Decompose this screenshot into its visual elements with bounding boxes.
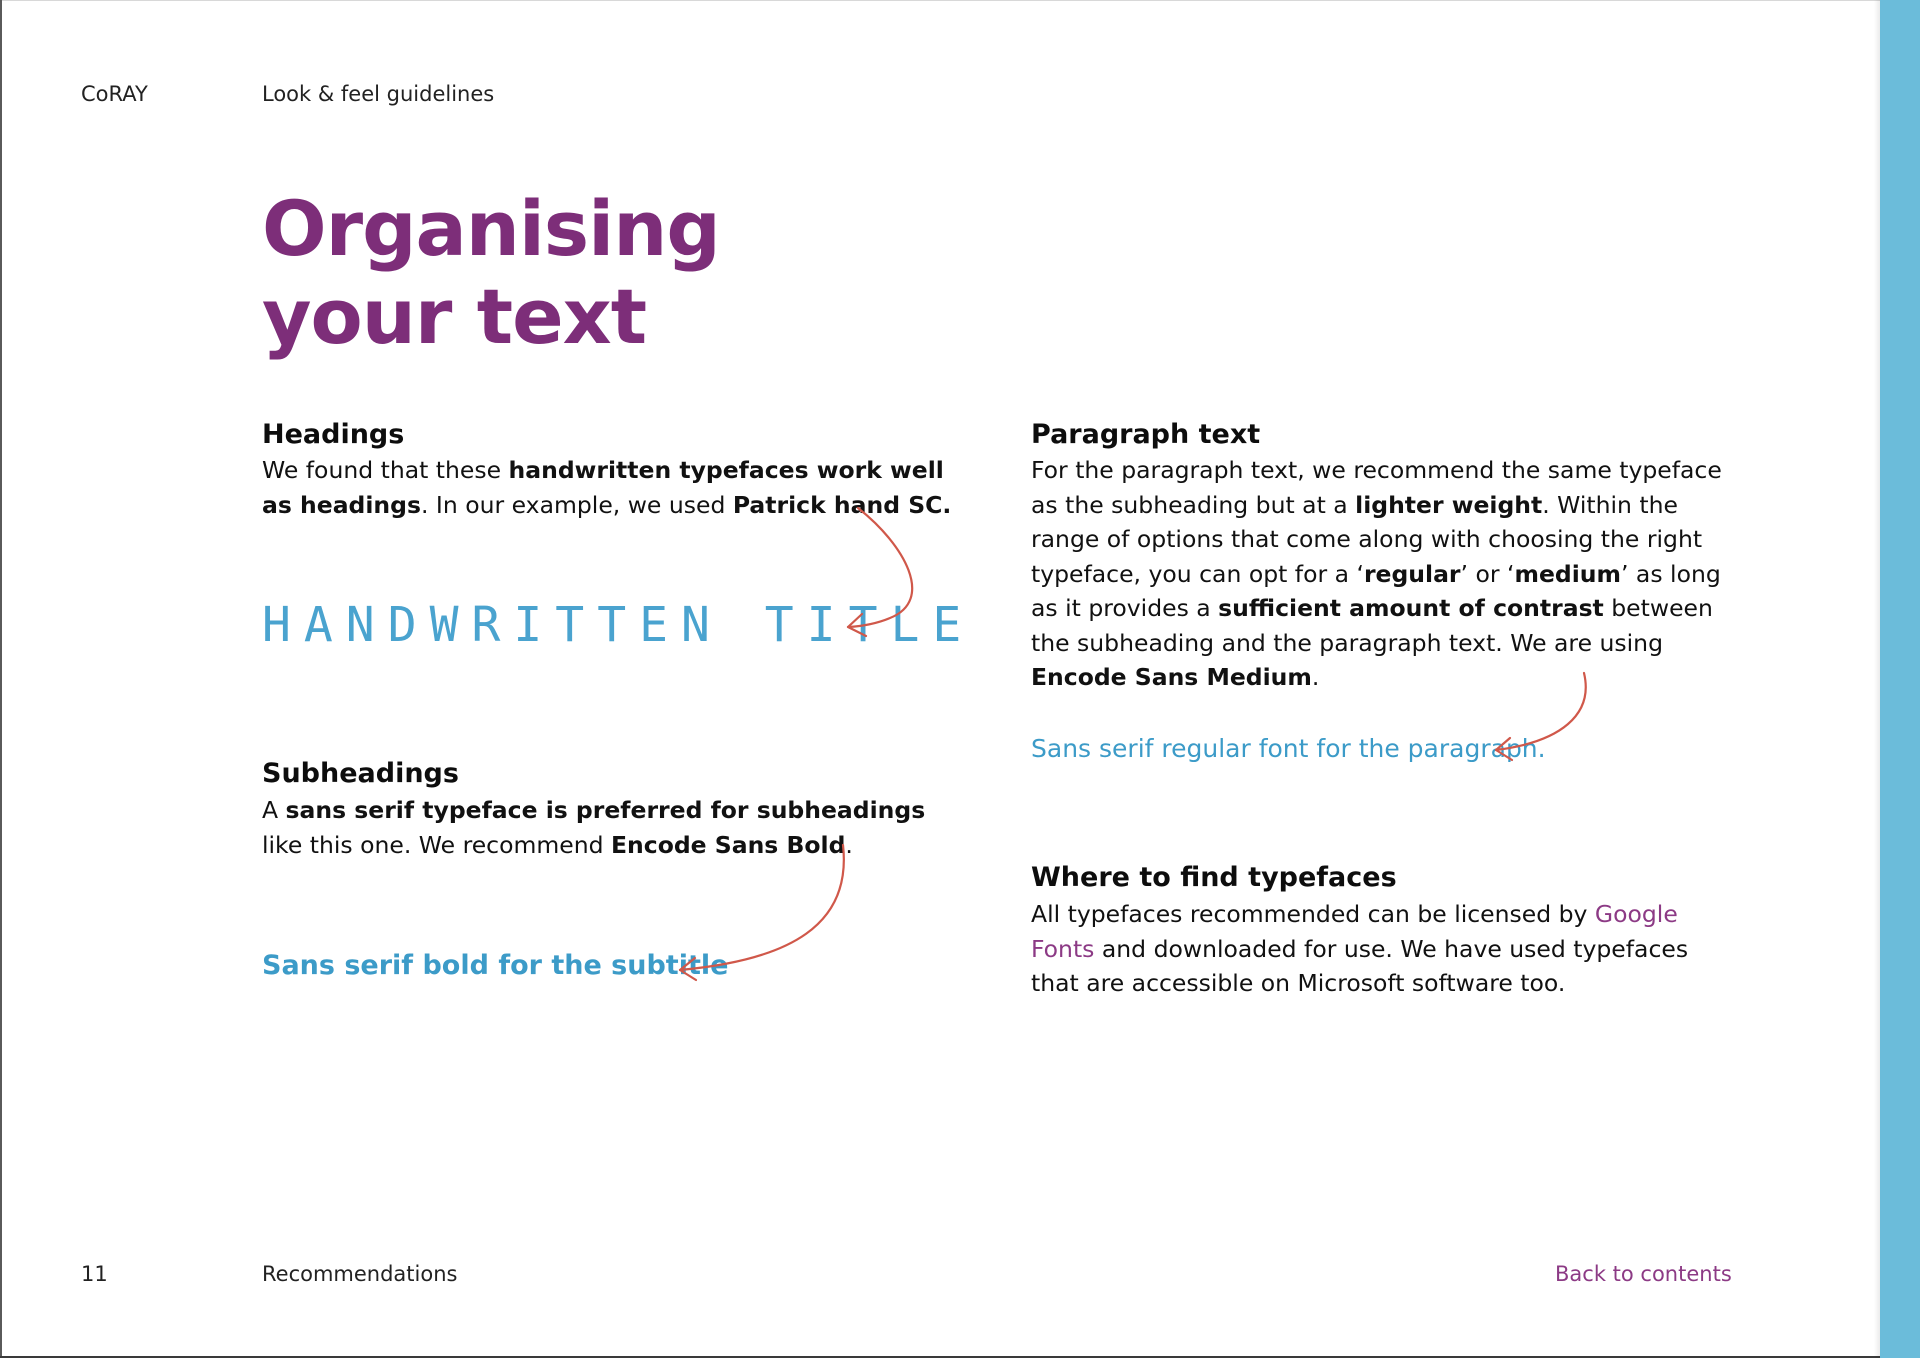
curved-arrow-icon xyxy=(848,508,912,636)
subheadings-text-1: A xyxy=(262,796,286,824)
paragraph-bold-2: regular xyxy=(1363,559,1461,588)
google-fonts-link[interactable]: Google Fonts xyxy=(1031,900,1678,963)
paragraph-font-example: Sans serif regular font for the paragraph. xyxy=(1031,734,1546,763)
back-to-contents-link[interactable]: Back to contents xyxy=(1555,1262,1732,1286)
where-text-1: All typefaces recommended can be licensed by xyxy=(1031,900,1595,928)
footer-section-name: Recommendations xyxy=(262,1262,458,1286)
paragraph-text-1: For the paragraph text, we recommend the same typeface as the subheading but at a xyxy=(1031,456,1722,519)
paragraph-text-3: ’ or ‘ xyxy=(1460,559,1515,588)
subheadings-bold-1: sans serif typeface is preferred for subheadings xyxy=(285,796,926,824)
curved-arrow-icon xyxy=(680,845,844,980)
paragraph-text-2: . Within the range of options that come along with choosing the right typeface, you can opt for a ‘ xyxy=(1031,490,1703,588)
paragraph-bold-5: Encode Sans Medium xyxy=(1031,663,1312,691)
where-heading: Where to find typefaces xyxy=(1031,862,1397,893)
headings-text-2: . In our example, we used xyxy=(420,490,733,519)
paragraph-bold-4: sufficient amount of contrast xyxy=(1218,594,1604,622)
where-text-2: and downloaded for use. We have used typefaces that are accessible on Microsoft software too. xyxy=(1031,934,1689,997)
paragraph-text-6: . xyxy=(1311,663,1320,691)
page-number: 11 xyxy=(81,1262,108,1286)
subheadings-text-3: . xyxy=(845,830,853,859)
subheadings-text-2: like this one. We recommend xyxy=(262,830,611,859)
subtitle-example: Sans serif bold for the subtitle xyxy=(262,950,729,981)
page-title-line-2: your text xyxy=(262,272,647,361)
document-title: Look & feel guidelines xyxy=(262,82,495,106)
paragraph-text-5: between the subheading and the paragraph text. We are using xyxy=(1031,594,1713,657)
headings-heading: Headings xyxy=(262,419,405,450)
curved-arrow-icon xyxy=(1496,673,1586,760)
paragraph-bold-3: medium xyxy=(1514,559,1621,588)
headings-bold-1: handwritten typefaces work well as headings xyxy=(262,456,944,519)
brand-name: CoRAY xyxy=(81,82,148,106)
paragraph-text-4: ’ as long as it provides a xyxy=(1031,559,1721,622)
paragraph-heading: Paragraph text xyxy=(1031,419,1261,450)
headings-bold-2: Patrick hand SC. xyxy=(732,490,952,519)
paragraph-bold-1: lighter weight xyxy=(1355,490,1543,519)
page-title-line-1: Organising xyxy=(262,184,720,273)
handwritten-title-example: HANDWRITTEN TITLE xyxy=(262,597,975,653)
headings-text-1: We found that these xyxy=(262,456,509,484)
subheadings-heading: Subheadings xyxy=(262,758,459,789)
subheadings-bold-2: Encode Sans Bold xyxy=(611,830,846,859)
